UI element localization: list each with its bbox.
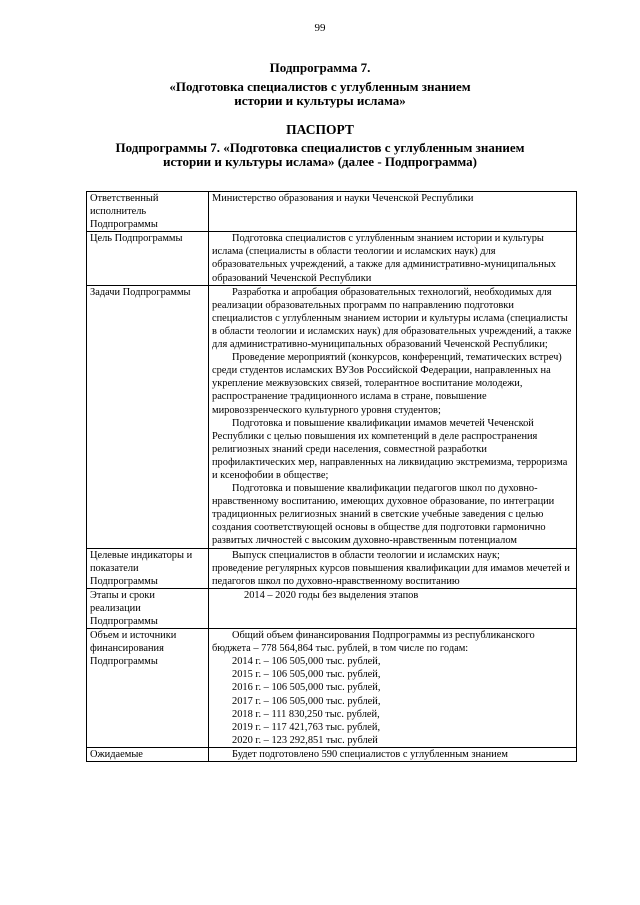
tasks-paragraph-2: Проведение мероприятий (конкурсов, конференций, тематических встреч) среди студентов исламских ВУЗов Российской Федерации, направленных на укрепление межвузовских связей, толерантное воспитание молодежи, распространение традиционного ислама в стране, повышение мировоззренческого культурного уровня студентов;: [212, 352, 562, 416]
expected-value: [209, 747, 577, 761]
subprogram-title: Подпрограмма 7.: [269, 60, 371, 75]
funding-year-2014: 2014 г. – 106 505,000 тыс. рублей,: [232, 656, 381, 668]
executor-label: Ответственный исполнитель Подпрограммы: [87, 192, 209, 232]
executor-text: Министерство образования и науки Чеченской Республики: [212, 193, 474, 204]
goal-label: Цель Подпрограммы: [87, 232, 209, 285]
tasks-label: Задачи Подпрограммы: [87, 285, 209, 548]
row-indicators: [87, 548, 577, 588]
funding-year-2020: 2020 г. – 123 292,851 тыс. рублей: [232, 734, 378, 746]
funding-year-2019: 2019 г. – 117 421,763 тыс. рублей,: [232, 721, 381, 733]
funding-year-2017: 2017 г. – 106 505,000 тыс. рублей,: [232, 695, 381, 707]
indicators-value: [209, 548, 577, 588]
stages-text: 2014 – 2020 годы без выделения этапов: [244, 589, 419, 601]
tasks-paragraph-1: Разработка и апробация образовательных технологий, необходимых для реализации образовательных программ по направлению подготовки специалистов с углубленным знанием истории и культуры ислама (специалисты в области теологии и исламских наук) для образовательных учреждений, а также для административно-муниципальных образований Чеченской Республики;: [212, 286, 572, 351]
funding-label: Объем и источники финансирования Подпрограммы: [87, 629, 209, 748]
goal-value: [209, 232, 577, 285]
indicators-paragraph-1: Выпуск специалистов в области теологии и исламских наук;: [232, 549, 500, 561]
row-tasks: [87, 285, 577, 548]
tasks-paragraph-3: Подготовка и повышение квалификации имамов мечетей Чеченской Республики с целью повышения их компетенций в деле распространения религиозных знаний среди населения, совместной разработки профилактических мер, направленных на ликвидацию экстремизма, терроризма и ксенофобии в обществе;: [212, 417, 568, 481]
goal-text: Подготовка специалистов с углубленным знанием истории и культуры ислама (специалисты в области теологии и исламских наук) для образовательных учреждений, а также для административно-муниципальных образований Чеченской Республики: [212, 233, 557, 284]
expected-text: Будет подготовлено 590 специалистов с углубленным знанием: [232, 748, 508, 760]
expected-label: Ожидаемые: [87, 747, 209, 761]
subprogram-name-line-2: истории и культуры ислама»: [234, 93, 406, 108]
funding-intro: Общий объем финансирования Подпрограммы из республиканского бюджета – 778 564,864 тыс. рублей, в том числе по годам:: [212, 630, 535, 655]
indicators-label: Целевые индикаторы и показатели Подпрограммы: [87, 548, 209, 588]
indicators-paragraph-2: проведение регулярных курсов повышения квалификации для имамов мечетей и педагогов школ по духовно-нравственному воспитанию: [212, 562, 570, 587]
tasks-paragraph-4: Подготовка и повышение квалификации педагогов школ по духовно-нравственному воспитанию, имеющих духовное образование, по интеграции традиционных религиозных знаний в светские учебные заведения с целью создания соответствующей основы в обществе для подготовки гармонично развитых личностей с высоким духовно-нравственным потенциалом: [212, 483, 555, 547]
subprogram-name: [0, 80, 640, 108]
funding-value: [209, 629, 577, 748]
row-executor: [87, 192, 577, 232]
row-goal: [87, 232, 577, 285]
passport-subtitle-line-1: Подпрограммы 7. «Подготовка специалистов с углубленным знанием: [115, 140, 525, 155]
executor-value: [209, 192, 577, 232]
passport-table: [86, 191, 577, 762]
page-number: 99: [314, 22, 326, 34]
funding-year-2016: 2016 г. – 106 505,000 тыс. рублей,: [232, 682, 381, 694]
row-expected: [87, 747, 577, 761]
funding-year-2015: 2015 г. – 106 505,000 тыс. рублей,: [232, 669, 381, 681]
stages-value: [209, 588, 577, 628]
passport-subtitle-line-2: истории и культуры ислама» (далее - Подпрограмма): [162, 154, 478, 169]
tasks-value: [209, 285, 577, 548]
subprogram-name-line-1: «Подготовка специалистов с углубленным знанием: [169, 79, 471, 94]
funding-year-2018: 2018 г. – 111 830,250 тыс. рублей,: [232, 708, 380, 720]
row-funding: [87, 629, 577, 748]
passport-heading: ПАСПОРТ: [286, 122, 354, 137]
row-stages: [87, 588, 577, 628]
passport-subtitle: [0, 141, 640, 169]
stages-label: Этапы и сроки реализации Подпрограммы: [87, 588, 209, 628]
